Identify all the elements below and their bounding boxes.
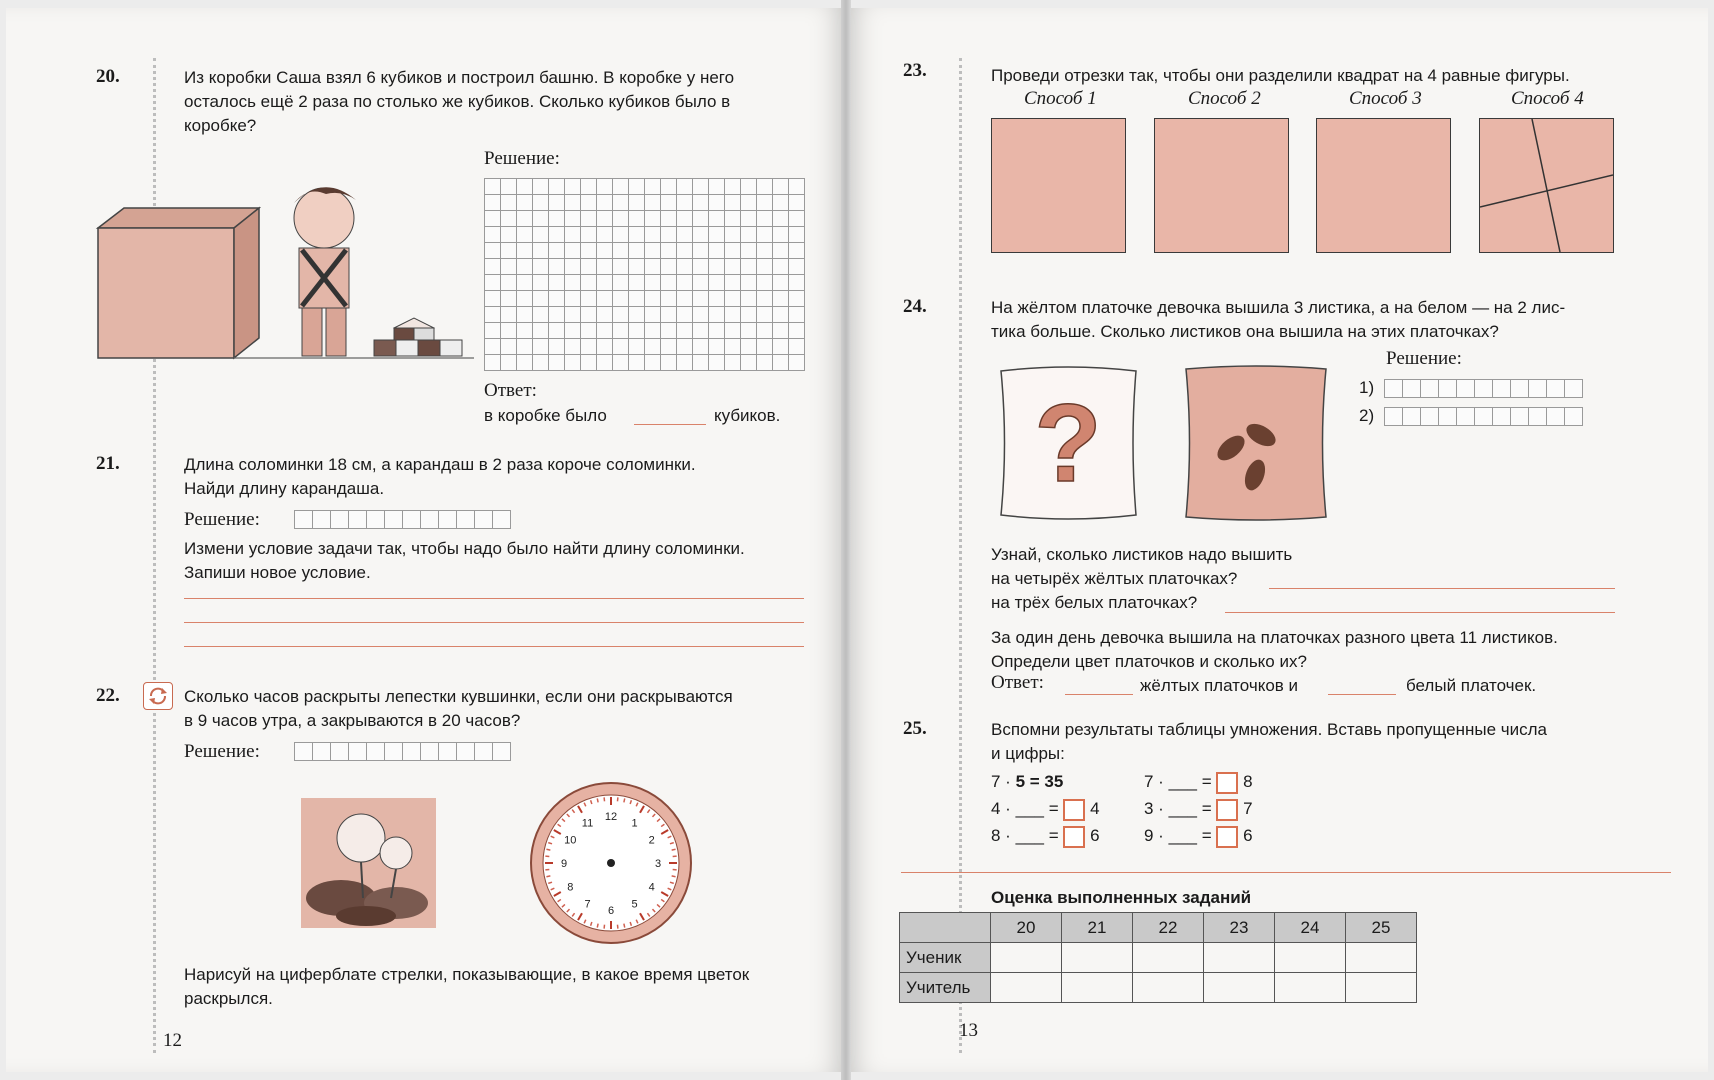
task-24-step2-label: 2) bbox=[1359, 406, 1375, 425]
clock-number: 5 bbox=[631, 898, 638, 911]
task-22-line2: в 9 часов утра, а закрываются в 20 часов? bbox=[184, 711, 521, 730]
score-cell[interactable] bbox=[1062, 973, 1133, 1003]
clock-number: 3 bbox=[654, 858, 662, 870]
mult-right-row-3[interactable]: 9 · ___ = 6 bbox=[1144, 824, 1253, 848]
book-spine bbox=[841, 0, 851, 1080]
way-3-label: Способ 3 bbox=[1349, 88, 1422, 109]
task-24-solution-label: Решение: bbox=[1386, 348, 1462, 369]
task-20-solution-grid[interactable] bbox=[484, 178, 805, 371]
mult-box[interactable] bbox=[1063, 826, 1085, 848]
clock-number: 4 bbox=[648, 881, 655, 894]
score-cell[interactable] bbox=[1204, 973, 1275, 1003]
white-handkerchief bbox=[1181, 363, 1331, 523]
score-cell[interactable] bbox=[1275, 943, 1346, 973]
task-23-line1: Проведи отрезки так, чтобы они разделили квадрат на 4 равные фигуры. bbox=[991, 66, 1570, 85]
task-24-step1-label: 1) bbox=[1359, 378, 1375, 397]
task-21-line2: Найди длину карандаша. bbox=[184, 479, 385, 498]
score-cell[interactable] bbox=[1346, 973, 1417, 1003]
task-24-q5: Определи цвет платочков и сколько их? bbox=[991, 652, 1307, 671]
mult-box[interactable] bbox=[1216, 772, 1238, 794]
task-21-line3: Измени условие задачи так, чтобы надо было найти длину соломинки. bbox=[184, 539, 745, 558]
task-24-answer-blank-1[interactable] bbox=[1065, 694, 1133, 695]
task-24-answer-label: Ответ: bbox=[991, 672, 1044, 693]
score-cell[interactable] bbox=[991, 943, 1062, 973]
task-20-line3: коробке? bbox=[184, 116, 257, 135]
clock-number: 9 bbox=[560, 858, 568, 870]
mult-right-row-2[interactable]: 3 · ___ = 7 bbox=[1144, 797, 1253, 821]
score-cell[interactable] bbox=[991, 973, 1062, 1003]
task-24-q3-blank[interactable] bbox=[1225, 612, 1615, 613]
right-page bbox=[851, 8, 1708, 1072]
margin-dots bbox=[959, 58, 962, 1053]
task-21-write-line-1[interactable] bbox=[184, 598, 804, 599]
score-cell[interactable] bbox=[1204, 943, 1275, 973]
score-cell[interactable] bbox=[1133, 943, 1204, 973]
task-24-q4: За один день девочка вышила на платочках разного цвета 11 листиков. bbox=[991, 628, 1558, 647]
task-22-line4: раскрылся. bbox=[184, 989, 273, 1008]
way-4-label: Способ 4 bbox=[1511, 88, 1584, 109]
square-way-1[interactable] bbox=[991, 118, 1126, 253]
task-21-solution-label: Решение: bbox=[184, 509, 260, 530]
task-20-answer-label: Ответ: bbox=[484, 380, 537, 401]
left-page bbox=[6, 8, 841, 1072]
task-21-number: 21. bbox=[96, 453, 120, 474]
task-24-q1: Узнай, сколько листиков надо вышить bbox=[991, 545, 1293, 564]
score-col-23: 23 bbox=[1204, 913, 1275, 943]
task-21-line1: Длина соломинки 18 см, а карандаш в 2 раза короче соломинки. bbox=[184, 455, 696, 474]
score-row-teacher: Учитель bbox=[900, 973, 991, 1003]
question-mark: ? bbox=[1034, 382, 1102, 505]
task-21-solution-cells[interactable] bbox=[294, 510, 510, 528]
clock-number: 1 bbox=[631, 817, 638, 830]
task-24-number: 24. bbox=[903, 296, 927, 317]
task-24-q2-blank[interactable] bbox=[1269, 588, 1615, 589]
task-24-q2: на четырёх жёлтых платочках? bbox=[991, 569, 1238, 588]
clock-number: 7 bbox=[584, 898, 591, 911]
task-21-write-line-3[interactable] bbox=[184, 646, 804, 647]
task-22-solution-cells[interactable] bbox=[294, 742, 510, 760]
score-table bbox=[899, 912, 1417, 1003]
task-23-number: 23. bbox=[903, 60, 927, 81]
clock-number: 11 bbox=[581, 817, 594, 830]
task-20-number: 20. bbox=[96, 66, 120, 87]
square-way-2[interactable] bbox=[1154, 118, 1289, 253]
task-22-solution-label: Решение: bbox=[184, 741, 260, 762]
score-cell[interactable] bbox=[1062, 943, 1133, 973]
mult-box[interactable] bbox=[1216, 826, 1238, 848]
clock-number: 8 bbox=[567, 881, 574, 894]
clock-number: 12 bbox=[604, 811, 618, 823]
mult-left-row-1: 7 · 5 = 35 bbox=[991, 772, 1064, 791]
square-way-4[interactable] bbox=[1479, 118, 1614, 253]
page-number-right: 13 bbox=[959, 1020, 978, 1041]
clock-face[interactable] bbox=[526, 778, 696, 948]
task-25-line1: Вспомни результаты таблицы умножения. Вставь пропущенные числа bbox=[991, 720, 1548, 739]
task-25-number: 25. bbox=[903, 718, 927, 739]
score-cell[interactable] bbox=[1346, 943, 1417, 973]
clock-number: 10 bbox=[564, 834, 577, 847]
task-22-number: 22. bbox=[96, 685, 120, 706]
task-24-q3: на трёх белых платочках? bbox=[991, 593, 1198, 612]
score-cell[interactable] bbox=[1275, 973, 1346, 1003]
way-1-label: Способ 1 bbox=[1024, 88, 1097, 109]
task-20-answer-prefix: в коробке было bbox=[484, 406, 607, 425]
boy-with-box-illustration bbox=[94, 178, 479, 373]
mult-left-row-2[interactable]: 4 · ___ = 4 bbox=[991, 797, 1100, 821]
task-21-line4: Запиши новое условие. bbox=[184, 563, 371, 582]
section-divider bbox=[901, 872, 1671, 873]
task-20-line2: осталось ещё 2 раза по столько же кубиков. Сколько кубиков было в bbox=[184, 92, 731, 111]
score-col-21: 21 bbox=[1062, 913, 1133, 943]
page-number-left: 12 bbox=[163, 1030, 182, 1051]
yellow-handkerchief bbox=[996, 363, 1141, 523]
task-24-answer-blank-2[interactable] bbox=[1328, 694, 1396, 695]
task-24-step2-cells[interactable] bbox=[1384, 407, 1582, 425]
task-21-write-line-2[interactable] bbox=[184, 622, 804, 623]
mult-right-row-1[interactable]: 7 · ___ = 8 bbox=[1144, 770, 1253, 794]
clock-number: 2 bbox=[648, 834, 655, 847]
score-row-student: Ученик bbox=[900, 943, 991, 973]
task-24-answer-mid: жёлтых платочков и bbox=[1140, 676, 1299, 695]
task-22-line3: Нарисуй на циферблате стрелки, показывающие, в какое время цветок bbox=[184, 965, 750, 984]
task-24-answer-end: белый платочек. bbox=[1406, 676, 1537, 695]
task-22-line1: Сколько часов раскрыты лепестки кувшинки, если они раскрываются bbox=[184, 687, 733, 706]
task-20-answer-blank[interactable] bbox=[634, 424, 706, 425]
score-col-24: 24 bbox=[1275, 913, 1346, 943]
water-lily-illustration bbox=[301, 798, 436, 928]
task-20-line1: Из коробки Саша взял 6 кубиков и построил башню. В коробке у него bbox=[184, 68, 735, 87]
task-20-solution-label: Решение: bbox=[484, 148, 560, 169]
score-col-22: 22 bbox=[1133, 913, 1204, 943]
mult-left-row-3[interactable]: 8 · ___ = 6 bbox=[991, 824, 1100, 848]
task-24-line2: тика больше. Сколько листиков она вышила на этих платочках? bbox=[991, 322, 1499, 341]
task-20-answer-suffix: кубиков. bbox=[714, 406, 781, 425]
score-cell[interactable] bbox=[1133, 973, 1204, 1003]
score-title: Оценка выполненных заданий bbox=[991, 888, 1252, 907]
task-24-line1: На жёлтом платочке девочка вышила 3 листика, а на белом — на 2 лис- bbox=[991, 298, 1566, 317]
task-24-step1-cells[interactable] bbox=[1384, 379, 1582, 397]
clock-number: 6 bbox=[607, 905, 615, 917]
repeat-icon bbox=[143, 682, 173, 710]
square-way-3[interactable] bbox=[1316, 118, 1451, 253]
score-col-20: 20 bbox=[991, 913, 1062, 943]
task-25-line2: и цифры: bbox=[991, 744, 1065, 763]
mult-box[interactable] bbox=[1216, 799, 1238, 821]
way-2-label: Способ 2 bbox=[1188, 88, 1261, 109]
score-col-25: 25 bbox=[1346, 913, 1417, 943]
mult-box[interactable] bbox=[1063, 799, 1085, 821]
